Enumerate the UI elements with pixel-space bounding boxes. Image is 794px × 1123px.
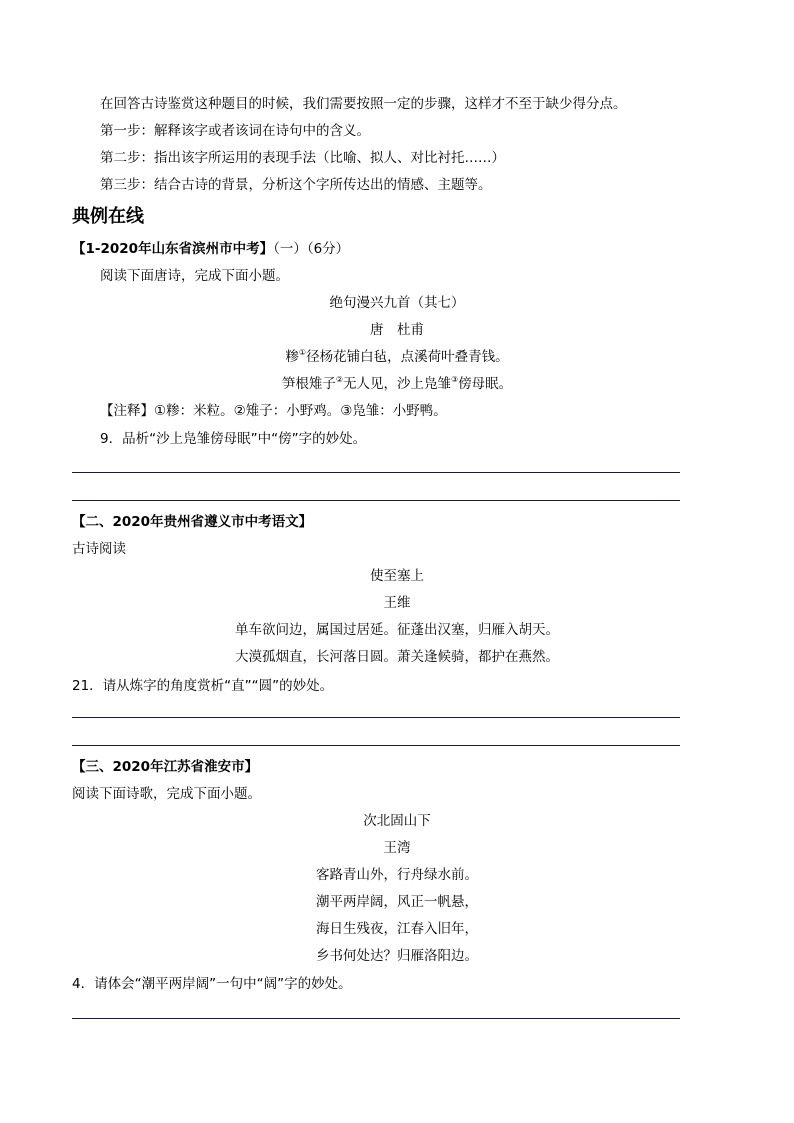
q3-poem-title: 次北固山下	[363, 813, 431, 829]
answer-line	[72, 472, 680, 473]
q1-header: 【1-2020年山东省滨州市中考】	[72, 241, 274, 257]
answer-line	[72, 1018, 680, 1019]
footnote-marker-1: ①	[298, 348, 307, 357]
q3-poem-line-1: 客路青山外，行舟绿水前。	[316, 867, 478, 883]
q3-instruction: 阅读下面诗歌，完成下面小题。	[72, 786, 261, 802]
intro-step-1: 第一步：解释该字或者该词在诗句中的含义。	[100, 123, 370, 139]
q1-question: 9．品析“沙上凫雏傍母眠”中“傍”字的妙处。	[100, 431, 367, 447]
intro-step-2: 第二步：指出该字所运用的表现手法（比喻、拟人、对比衬托……）	[100, 150, 505, 166]
q1-poem-line-1	[0, 348, 794, 366]
q1-line2-part-a: 笋根雉子	[281, 376, 336, 392]
q1-line2-part-c: 傍母眠。	[458, 376, 513, 392]
q3-poem-line-3: 海日生残夜，江春入旧年，	[316, 921, 478, 937]
q2-header: 【二、2020年贵州省遵义市中考语文】	[72, 514, 313, 530]
q1-line1-part-b: 径杨花铺白毡，点溪荷叶叠青钱。	[306, 349, 509, 365]
q2-poem-title: 使至塞上	[370, 568, 424, 584]
q1-author: 唐 杜甫	[370, 322, 424, 338]
q1-line2-part-b: 无人见，沙上凫雏	[343, 376, 451, 392]
q3-poem-line-4: 乡书何处达？归雁洛阳边。	[316, 948, 478, 964]
q2-poem-line-2: 大漠孤烟直，长河落日圆。萧关逢候骑，都护在燕然。	[235, 649, 559, 665]
answer-line	[72, 745, 680, 746]
q3-header: 【三、2020年江苏省淮安市】	[72, 759, 259, 775]
q1-instruction: 阅读下面唐诗，完成下面小题。	[100, 268, 289, 284]
q3-question: 4．请体会“潮平两岸阔”一句中“阔”字的妙处。	[72, 976, 352, 992]
intro-line: 在回答古诗鉴赏这种题目的时候，我们需要按照一定的步骤，这样才不至于缺少得分点。	[100, 96, 627, 112]
q2-poem-line-1: 单车欲问边，属国过居延。征蓬出汉塞，归雁入胡天。	[235, 622, 559, 638]
section-title: 典例在线	[72, 206, 144, 227]
footnote-marker-3: ③	[451, 375, 459, 384]
q1-poem-title: 绝句漫兴九首（其七）	[329, 295, 465, 311]
q1-line1-part-a: 糁	[285, 349, 299, 365]
q1-notes: 【注释】①糁：米粒。②雉子：小野鸡。③凫雏：小野鸭。	[100, 403, 447, 419]
answer-line	[72, 500, 680, 501]
q2-author: 王维	[383, 595, 411, 611]
intro-step-3: 第三步：结合古诗的背景，分析这个字所传达出的情感、主题等。	[100, 177, 492, 193]
q3-author: 王湾	[383, 840, 411, 856]
answer-line	[72, 717, 680, 718]
q1-header-suffix: （一）（6分）	[273, 241, 350, 257]
footnote-marker-2: ②	[335, 375, 343, 384]
q2-instruction: 古诗阅读	[72, 541, 126, 557]
q1-header-line	[72, 240, 349, 258]
q2-question: 21．请从炼字的角度赏析“直”“圆”的妙处。	[72, 678, 334, 694]
q1-poem-line-2	[0, 375, 794, 393]
q3-poem-line-2: 潮平两岸阔，风正一帆悬，	[316, 894, 478, 910]
